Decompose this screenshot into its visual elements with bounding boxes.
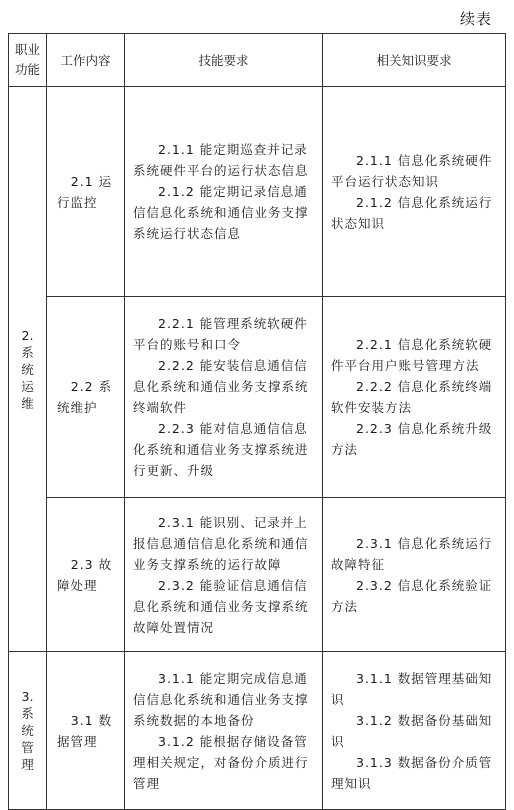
continued-label: 续表 — [459, 10, 492, 28]
skill-item: 2.2.3 能对信息通信信息化系统和通信业务支撑系统进行更新、升级 — [133, 421, 309, 478]
function-title: 系统运维 — [21, 344, 34, 411]
knowledge-cell — [323, 87, 506, 297]
knowledge-item: 2.2.2 信息化系统终端软件安装方法 — [331, 379, 493, 415]
function-number: 3. — [21, 689, 34, 704]
header-knowledge-requirements: 相关知识要求 — [323, 34, 506, 87]
skill-cell — [125, 87, 323, 297]
skill-item: 2.3.2 能验证信息通信信息化系统和通信业务支撑系统故障处置情况 — [133, 577, 309, 635]
skill-cell — [125, 652, 323, 810]
skill-item: 2.1.2 能定期记录信息通信信息化系统和通信业务支撑系统运行状态信息 — [133, 184, 309, 241]
table-row — [9, 652, 506, 810]
skill-item: 2.3.1 能识别、记录并上报信息通信信息化系统和通信业务支撑系统的运行故障 — [133, 514, 309, 572]
table-header-row — [9, 34, 506, 87]
knowledge-item: 3.1.2 数据备份基础知识 — [331, 712, 493, 749]
skill-item: 2.2.2 能安装信息通信信息化系统和通信业务支撑系统终端软件 — [133, 358, 309, 415]
table-row — [9, 87, 506, 297]
knowledge-item: 2.2.1 信息化系统软硬件平台用户账号管理方法 — [331, 337, 493, 373]
work-content-cell: 3.1 数据管理 — [47, 652, 125, 810]
function-number: 2. — [21, 327, 34, 343]
header-work-content: 工作内容 — [47, 34, 125, 87]
knowledge-cell — [323, 652, 506, 810]
knowledge-item: 2.1.2 信息化系统运行状态知识 — [331, 194, 493, 231]
skill-item: 3.1.1 能定期完成信息通信信息化系统和通信业务支撑系统数据的本地备份 — [133, 670, 309, 728]
skill-cell — [125, 498, 323, 652]
knowledge-item: 2.1.1 信息化系统硬件平台运行状态知识 — [331, 152, 493, 189]
knowledge-item: 2.3.1 信息化系统运行故障特征 — [331, 535, 493, 572]
knowledge-item: 3.1.1 数据管理基础知识 — [331, 670, 493, 707]
table-row — [9, 297, 506, 498]
knowledge-item: 2.3.2 信息化系统验证方法 — [331, 577, 493, 614]
header-function: 职业功能 — [9, 34, 47, 87]
header-skill-requirements: 技能要求 — [125, 34, 323, 87]
work-content-cell: 2.1 运行监控 — [47, 87, 125, 297]
skill-item: 3.1.2 能根据存储设备管理相关规定，对备份介质进行管理 — [133, 733, 309, 791]
table-row — [9, 498, 506, 652]
knowledge-cell — [323, 498, 506, 652]
work-content-cell: 2.2 系统维护 — [47, 297, 125, 498]
knowledge-item: 3.1.3 数据备份介质管理知识 — [331, 754, 493, 791]
skill-requirements-table — [8, 33, 506, 810]
function-title: 系统管理 — [21, 706, 34, 772]
skill-cell — [125, 297, 323, 498]
function-cell-system-management — [9, 652, 47, 810]
skill-item: 2.2.1 能管理系统软硬件平台的账号和口令 — [133, 316, 308, 352]
function-cell-system-operation — [9, 87, 47, 652]
knowledge-cell — [323, 297, 506, 498]
skill-item: 2.1.1 能定期巡查并记录系统硬件平台的运行状态信息 — [133, 142, 309, 178]
work-content-cell: 2.3 故障处理 — [47, 498, 125, 652]
knowledge-item: 2.2.3 信息化系统升级方法 — [331, 421, 493, 457]
